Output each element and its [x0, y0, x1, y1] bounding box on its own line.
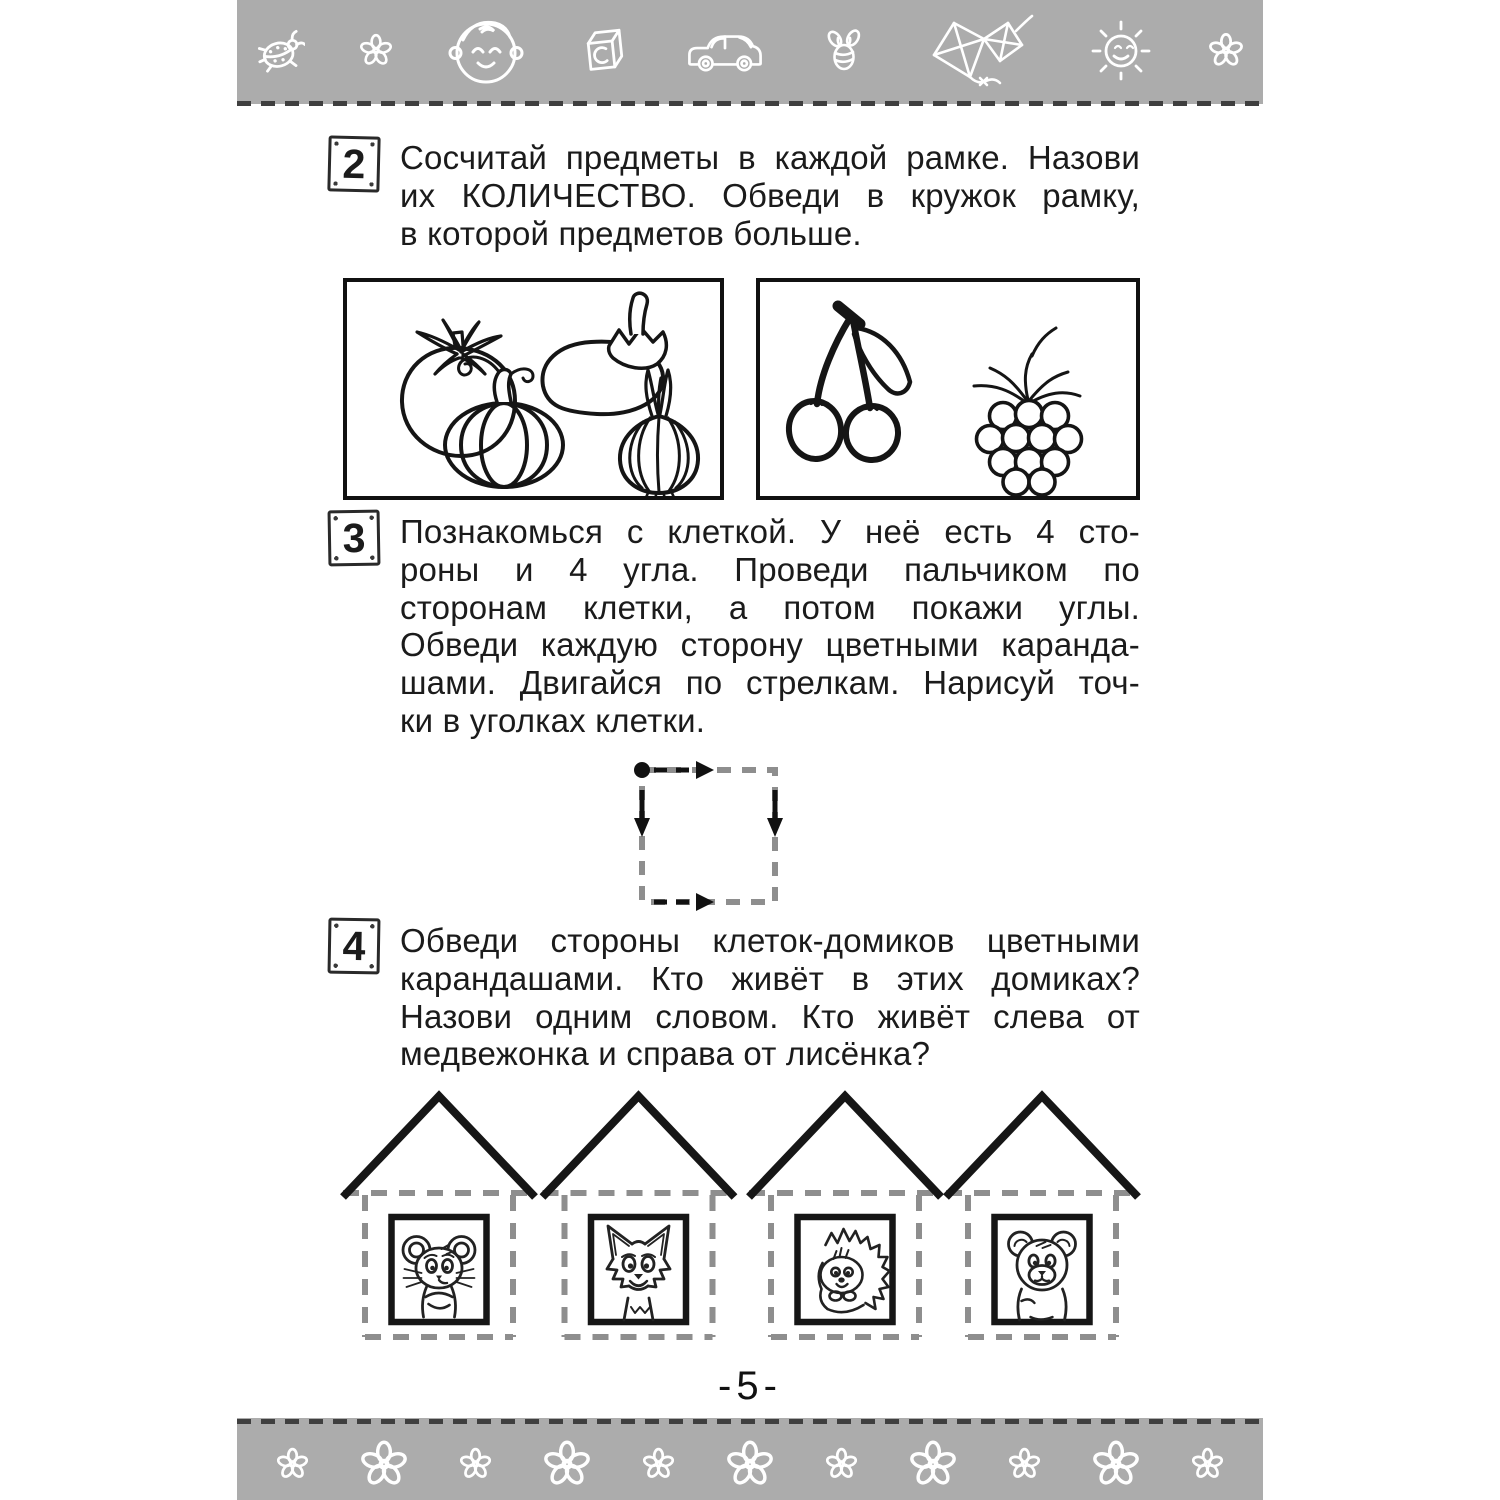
task-text-line: Обведи стороны клеток-домиков цветными: [400, 922, 1140, 959]
flower-large-icon: [361, 1439, 407, 1488]
letter-cube-icon: [579, 24, 627, 76]
cell-direction-arrows: [634, 761, 783, 911]
task-2-text: [400, 139, 1140, 252]
flower-small-icon: [277, 1447, 308, 1480]
task-3-text: [400, 513, 1140, 740]
task-text-line: Сосчитай предметы в каждой рамке. Назови: [400, 139, 1140, 176]
kite-icon: [920, 11, 1034, 89]
task-number: 3: [342, 514, 366, 561]
vegetables-frame: [343, 278, 724, 500]
child-face-icon: [447, 11, 525, 89]
flower-small-icon: [643, 1447, 674, 1480]
task-number: 4: [342, 922, 366, 969]
onion-image: [620, 370, 698, 496]
vegetables-image: [347, 282, 720, 496]
flower-small-icon: [826, 1447, 857, 1480]
animal-houses-row: [335, 1088, 1145, 1342]
cell-diagram: [622, 750, 802, 920]
house-bear: [946, 1096, 1138, 1337]
task-4-text: [400, 922, 1140, 1073]
ladybug-icon: [257, 26, 305, 74]
task-text-line: сторонам клетки, а потом покажи углы.: [400, 588, 1140, 626]
footer-decoration-band: [237, 1418, 1263, 1500]
flower-large-icon: [544, 1439, 590, 1488]
footer-dashed-line: [237, 1419, 1263, 1424]
footer-flowers-row: [237, 1428, 1263, 1498]
cell-dashed-square: [642, 770, 775, 902]
task-text-line: Обведи каждую сторону цветными каранда-: [400, 626, 1140, 664]
task-text-line: их КОЛИЧЕСТВО. Обведи в кружок рамку,: [400, 176, 1140, 214]
cherries-image: [785, 306, 910, 463]
car-icon: [682, 25, 768, 75]
task-3-number-badge: [328, 510, 381, 567]
task-text-line: карандашами. Кто живёт в этих домиках?: [400, 959, 1140, 997]
house-hedgehog: [749, 1096, 941, 1337]
bee-icon: [823, 27, 865, 73]
page-number: -5-: [718, 1364, 782, 1408]
task-text-line: Познакомься с клеткой. У неё есть 4 сто-: [400, 513, 1140, 550]
house-mouse: [343, 1096, 535, 1337]
task-text-line: ки в уголках клетки.: [400, 701, 706, 739]
task-text-line: шами. Двигайся по стрелкам. Нарисуй точ-: [400, 664, 1140, 702]
raspberry-image: [974, 328, 1082, 495]
flower-large-icon: [727, 1439, 773, 1488]
flower-icon: [1209, 32, 1243, 68]
header-dashed-line: [237, 101, 1263, 106]
header-decoration-band: [237, 0, 1263, 104]
task-text-line: роны и 4 угла. Проведи пальчиком по: [400, 550, 1140, 588]
berries-frame: [756, 278, 1140, 500]
task-text-line: медвежонка и справа от лисёнка?: [400, 1035, 931, 1073]
flower-icon: [360, 33, 392, 67]
flower-small-icon: [1192, 1447, 1223, 1480]
flower-large-icon: [1093, 1439, 1139, 1488]
berries-image: [760, 282, 1136, 496]
task-text-line: в которой предметов больше.: [400, 214, 862, 252]
flower-large-icon: [910, 1439, 956, 1488]
house-fox: [543, 1096, 735, 1337]
pumpkin-image: [445, 357, 563, 487]
cell-corner-dot: [634, 762, 650, 778]
task-4-number-badge: [328, 918, 381, 975]
flower-small-icon: [1009, 1447, 1040, 1480]
flower-small-icon: [460, 1447, 491, 1480]
task-2-number-badge: [327, 135, 380, 192]
task-number: 2: [342, 140, 366, 187]
task-text-line: Назови одним словом. Кто живёт слева от: [400, 997, 1140, 1035]
header-icons-row: [237, 8, 1263, 92]
sun-icon: [1088, 17, 1154, 83]
